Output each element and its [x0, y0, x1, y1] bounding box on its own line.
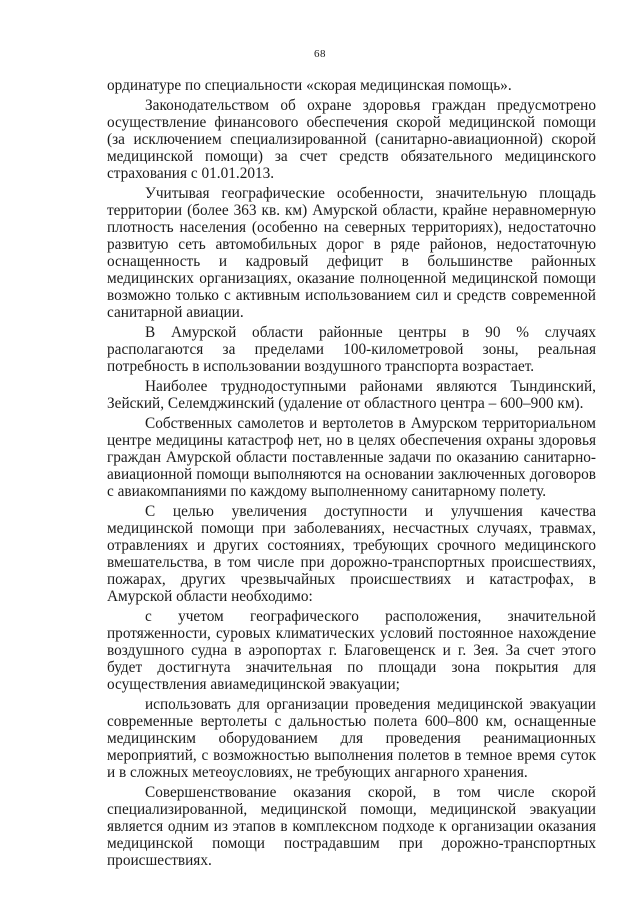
- page-number: 68: [314, 48, 326, 60]
- paragraph-geography: Учитывая географические особенности, значительную площадь территории (более 363 кв. км) Амурской области, крайне неравномерную плотность населения (особенно на северных территориях), недостаточно развитую сеть автомобильных дорог в ряде районов, недостаточную оснащенность и кадровый дефицит в большинстве районных медицинских организациях, оказание полноценной медицинской помощи возможно только с активным использованием сил и средств современной санитарной авиации.: [107, 185, 596, 321]
- paragraph-district-centers: В Амурской области районные центры в 90 % случаях располагаются за пределами 100-километровой зоны, реальная потребность в использовании воздушного транспорта возрастает.: [107, 324, 596, 375]
- paragraph-aircraft: Собственных самолетов и вертолетов в Амурском территориальном центре медицины катастроф нет, но в целях обеспечения охраны здоровья граждан Амурской области поставленные задачи по оказанию санитарно-авиационной помощи выполняются на основании заключенных договоров с авиакомпаниями по каждому выполненному санитарному полету.: [107, 415, 596, 500]
- paragraph-remote-districts: Наиболее труднодоступными районами являются Тындинский, Зейский, Селемджинский (удаление от областного центра – 600–900 км).: [107, 378, 596, 412]
- paragraph-item-helicopters: использовать для организации проведения медицинской эвакуации современные вертолеты с дальностью полета 600–800 км, оснащенные медицинским оборудованием для проведения реанимационных мероприятий, с возможностью выполнения полетов в темное время суток и в сложных метеоусловиях, не требующих ангарного хранения.: [107, 696, 596, 781]
- paragraph-goals: С целью увеличения доступности и улучшения качества медицинской помощи при заболеваниях, несчастных случаях, травмах, отравлениях и других состояниях, требующих срочного медицинского вмешательства, в том числе при дорожно-транспортных происшествиях, пожарах, других чрезвычайных происшествиях и катастрофах, в Амурской области необходимо:: [107, 503, 596, 605]
- paragraph-legislation: Законодательством об охране здоровья граждан предусмотрено осуществление финансового обеспечения скорой медицинской помощи (за исключением специализированной (санитарно-авиационной) скорой медицинской помощи) за счет средств обязательного медицинского страхования с 01.01.2013.: [107, 97, 596, 182]
- paragraph-improvement: Совершенствование оказания скорой, в том числе скорой специализированной, медицинской помощи, медицинской эвакуации является одним из этапов в комплексном подходе к организации оказания медицинской помощи пострадавшим при дорожно-транспортных происшествиях.: [107, 784, 596, 869]
- paragraph-continuation: ординатуре по специальности «скорая медицинская помощь».: [107, 77, 512, 94]
- paragraph-item-location: с учетом географического расположения, значительной протяженности, суровых климатических условий постоянное нахождение воздушного судна в аэропортах г. Благовещенск и г. Зея. За счет этого будет достигнута значительная по площади зона покрытия для осуществления авиамедицинской эвакуации;: [107, 608, 596, 693]
- document-body: [107, 77, 596, 872]
